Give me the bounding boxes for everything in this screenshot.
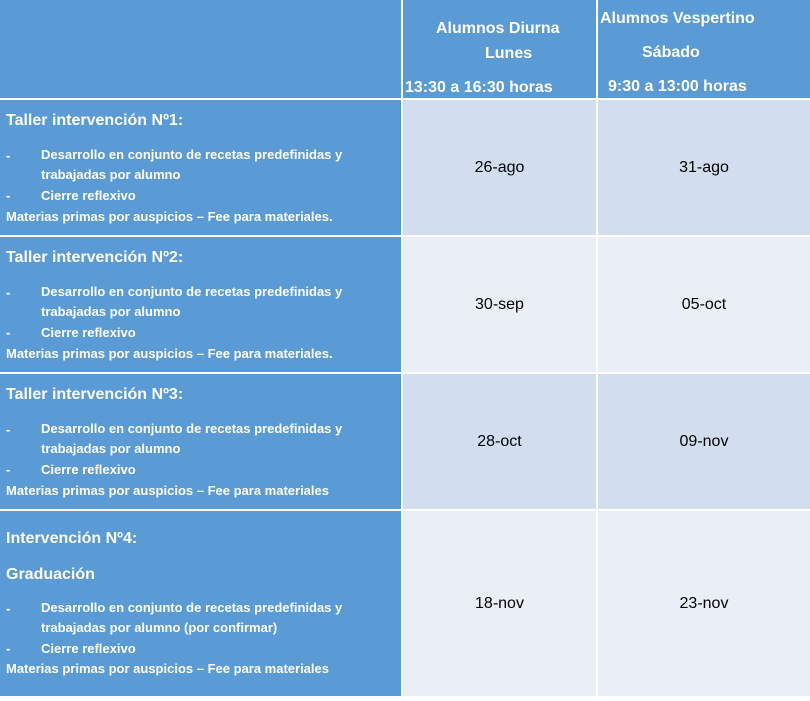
bullet-dash: -	[6, 422, 11, 437]
header-diurna-title: Alumnos Diurna	[436, 20, 560, 37]
bullet-text: Cierre reflexivo	[41, 462, 136, 477]
table-row-3-date-diurna: 28-oct	[403, 374, 596, 509]
table-row-3-date-vespertino: 09-nov	[598, 374, 810, 509]
bullet-dash: -	[6, 188, 11, 203]
header-vespertino-hours: 9:30 a 13:00 horas	[608, 78, 747, 95]
table-row-1-date-vespertino: 31-ago	[598, 100, 810, 235]
row-title: Taller intervención Nº2:	[6, 249, 184, 266]
bullet-text: Cierre reflexivo	[41, 325, 136, 340]
bullet-dash: -	[6, 601, 11, 616]
bullet-text: Desarrollo en conjunto de recetas predefinidas y	[41, 600, 343, 615]
row-footer: Materias primas por auspicios – Fee para materiales	[6, 661, 329, 676]
bullet-text: trabajadas por alumno	[41, 441, 181, 456]
row-footer: Materias primas por auspicios – Fee para materiales.	[6, 209, 333, 224]
header-diurna	[403, 0, 596, 98]
bullet-text: Desarrollo en conjunto de recetas predefinidas y	[41, 421, 343, 436]
bullet-dash: -	[6, 148, 11, 163]
header-diurna-day: Lunes	[485, 45, 533, 62]
bullet-dash: -	[6, 641, 11, 656]
bullet-text: trabajadas por alumno	[41, 167, 181, 182]
row-subtitle: Graduación	[6, 566, 95, 583]
table-row-2-date-vespertino: 05-oct	[598, 237, 810, 372]
bullet-text: Cierre reflexivo	[41, 641, 136, 656]
row-title: Taller intervención Nº1:	[6, 112, 184, 129]
table-row-1-date-diurna: 26-ago	[403, 100, 596, 235]
bullet-text: Desarrollo en conjunto de recetas predefinidas y	[41, 284, 343, 299]
table-row-4-date-vespertino: 23-nov	[598, 511, 810, 696]
table-row-1-description	[0, 100, 401, 235]
row-footer: Materias primas por auspicios – Fee para materiales	[6, 483, 329, 498]
table-row-3-description	[0, 374, 401, 509]
header-diurna-hours: 13:30 a 16:30 horas	[405, 79, 553, 96]
bullet-dash: -	[6, 325, 11, 340]
bullet-dash: -	[6, 462, 11, 477]
bullet-text: Desarrollo en conjunto de recetas predefinidas y	[41, 147, 343, 162]
table-row-4-description	[0, 511, 401, 696]
bullet-text: trabajadas por alumno (por confirmar)	[41, 620, 278, 635]
row-title: Intervención Nº4:	[6, 530, 138, 547]
row-footer: Materias primas por auspicios – Fee para materiales.	[6, 346, 333, 361]
header-vespertino	[598, 0, 810, 98]
header-vespertino-day: Sábado	[642, 44, 700, 61]
bullet-text: Cierre reflexivo	[41, 188, 136, 203]
table-row-2-description	[0, 237, 401, 372]
table-row-4-date-diurna: 18-nov	[403, 511, 596, 696]
header-empty-cell	[0, 0, 401, 98]
bullet-dash: -	[6, 285, 11, 300]
bullet-text: trabajadas por alumno	[41, 304, 181, 319]
header-vespertino-title: Alumnos Vespertino	[600, 10, 755, 27]
table-row-2-date-diurna: 30-sep	[403, 237, 596, 372]
row-title: Taller intervención Nº3:	[6, 386, 184, 403]
